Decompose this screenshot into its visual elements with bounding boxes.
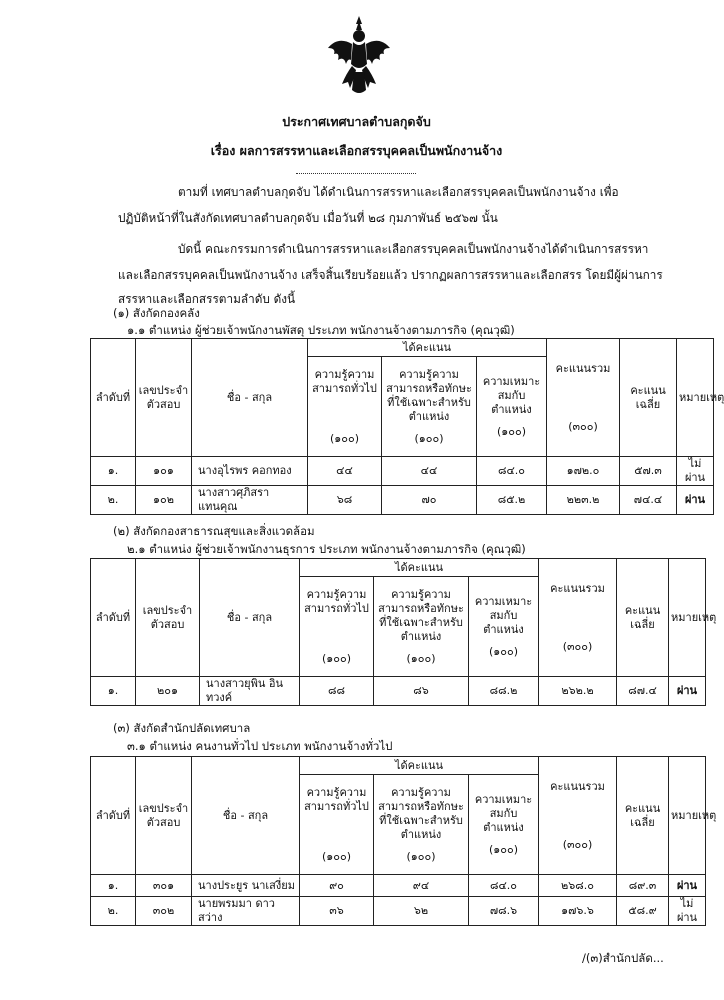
section-heading: (๒) สังกัดกองสาธารณสุขและสิ่งแวดล้อม bbox=[113, 524, 315, 538]
header-general: ความรู้ความสามารถทั่วไป (๑๐๐) bbox=[300, 577, 374, 677]
results-table bbox=[90, 338, 724, 515]
announcement-title: ประกาศเทศบาลตำบลกุดจับ bbox=[282, 114, 431, 129]
paragraph-2-line-1: บัดนี้ คณะกรรมการดำเนินการสรรหาและเลือกสรรบุคคลเป็นพนักงานจ้างได้ดำเนินการสรรหา bbox=[178, 242, 649, 256]
header-order: ลำดับที่ bbox=[91, 757, 136, 875]
header-exam-no: เลขประจำตัวสอบ bbox=[136, 757, 192, 875]
header-order: ลำดับที่ bbox=[91, 339, 136, 457]
header-order: ลำดับที่ bbox=[91, 559, 136, 677]
position-title: ๒.๑ ตำแหน่ง ผู้ช่วยเจ้าพนักงานธุรการ ประเภท พนักงานจ้างตามภารกิจ (คุณวุฒิ) bbox=[127, 542, 526, 556]
header-remark: หมายเหตุ bbox=[669, 757, 706, 875]
header-total: คะแนนรวม (๓๐๐) bbox=[547, 339, 620, 457]
header-name: ชื่อ - สกุล bbox=[200, 559, 300, 677]
header-scores: ได้คะแนน bbox=[308, 339, 547, 357]
header-average: คะแนนเฉลี่ย bbox=[617, 757, 669, 875]
paragraph-1-line-1: ตามที่ เทศบาลตำบลกุดจับ ได้ดำเนินการสรรหาและเลือกสรรบุคคลเป็นพนักงานจ้าง เพื่อ bbox=[178, 185, 619, 199]
header-general: ความรู้ความสามารถทั่วไป (๑๐๐) bbox=[308, 357, 382, 457]
header-name: ชื่อ - สกุล bbox=[192, 339, 308, 457]
garuda-emblem-icon bbox=[326, 14, 392, 98]
header-suitability: ความเหมาะสมกับตำแหน่ง (๑๐๐) bbox=[477, 357, 547, 457]
position-title: ๑.๑ ตำแหน่ง ผู้ช่วยเจ้าพนักงานพัสดุ ประเภท พนักงานจ้างตามภารกิจ (คุณวุฒิ) bbox=[127, 323, 515, 337]
paragraph-2-line-3: สรรหาและเลือกสรรตามลำดับ ดังนี้ bbox=[118, 292, 296, 306]
header-average: คะแนนเฉลี่ย bbox=[620, 339, 677, 457]
header-exam-no: เลขประจำตัวสอบ bbox=[136, 339, 192, 457]
table-row: ๒. ๑๐๒ นางสาวศุภิสรา แทนคุณ ๖๘ ๗๐ ๘๕.๒ ๒๒๓.๒ ๗๔.๔ ผ่าน bbox=[91, 486, 714, 515]
table-row: ๑. ๒๐๑ นางสาวยุพิน อินทวงค์ ๘๘ ๘๖ ๘๘.๒ ๒๖๒.๒ ๘๗.๔ ผ่าน bbox=[91, 677, 706, 706]
header-general: ความรู้ความสามารถทั่วไป (๑๐๐) bbox=[300, 775, 374, 875]
announcement-subject: เรื่อง ผลการสรรหาและเลือกสรรบุคคลเป็นพนักงานจ้าง bbox=[210, 143, 503, 158]
header-remark: หมายเหตุ bbox=[669, 559, 706, 677]
table-row: ๑. ๑๐๑ นางอุไรพร คอกทอง ๔๔ ๔๔ ๘๔.๐ ๑๗๒.๐ ๕๗.๓ ไม่ผ่าน bbox=[91, 457, 714, 486]
header-average: คะแนนเฉลี่ย bbox=[617, 559, 669, 677]
header-remark: หมายเหตุ bbox=[677, 339, 714, 457]
header-scores: ได้คะแนน bbox=[300, 559, 539, 577]
header-exam-no: เลขประจำตัวสอบ bbox=[136, 559, 200, 677]
section-heading: (๓) สังกัดสำนักปลัดเทศบาล bbox=[113, 721, 251, 735]
header-name: ชื่อ - สกุล bbox=[192, 757, 300, 875]
header-specific: ความรู้ความสามารถหรือทักษะที่ใช้เฉพาะสำหรับตำแหน่ง (๑๐๐) bbox=[374, 775, 469, 875]
position-title: ๓.๑ ตำแหน่ง คนงานทั่วไป ประเภท พนักงานจ้างทั่วไป bbox=[127, 739, 393, 753]
results-table bbox=[90, 558, 717, 706]
continuation-note: /(๓)สำนักปลัด... bbox=[582, 951, 664, 965]
header-suitability: ความเหมาะสมกับตำแหน่ง (๑๐๐) bbox=[469, 577, 539, 677]
paragraph-1-line-2: ปฏิบัติหน้าที่ในสังกัดเทศบาลตำบลกุดจับ เมื่อวันที่ ๒๘ กุมภาพันธ์ ๒๕๖๗ นั้น bbox=[118, 211, 498, 225]
results-table bbox=[90, 756, 717, 926]
table-row: ๑. ๓๐๑ นางประยูร นาเสงี่ยม ๙๐ ๙๔ ๘๔.๐ ๒๖๘.๐ ๘๙.๓ ผ่าน bbox=[91, 875, 706, 897]
header-scores: ได้คะแนน bbox=[300, 757, 539, 775]
header-specific: ความรู้ความสามารถหรือทักษะที่ใช้เฉพาะสำหรับตำแหน่ง (๑๐๐) bbox=[382, 357, 477, 457]
paragraph-2-line-2: และเลือกสรรบุคคลเป็นพนักงานจ้าง เสร็จสิ้นเรียบร้อยแล้ว ปรากฏผลการสรรหาและเลือกสรร โดยมีผู้ผ่านการ bbox=[118, 268, 663, 282]
table-row: ๒. ๓๐๒ นายพรมมา ดาวสว่าง ๓๖ ๖๒ ๗๘.๖ ๑๗๖.๖ ๕๘.๙ ไม่ผ่าน bbox=[91, 897, 706, 926]
section-heading: (๑) สังกัดกองคลัง bbox=[113, 306, 200, 320]
title-divider bbox=[296, 173, 416, 174]
header-suitability: ความเหมาะสมกับตำแหน่ง (๑๐๐) bbox=[469, 775, 539, 875]
header-total: คะแนนรวม (๓๐๐) bbox=[539, 559, 617, 677]
header-total: คะแนนรวม (๓๐๐) bbox=[539, 757, 617, 875]
header-specific: ความรู้ความสามารถหรือทักษะที่ใช้เฉพาะสำหรับตำแหน่ง (๑๐๐) bbox=[374, 577, 469, 677]
